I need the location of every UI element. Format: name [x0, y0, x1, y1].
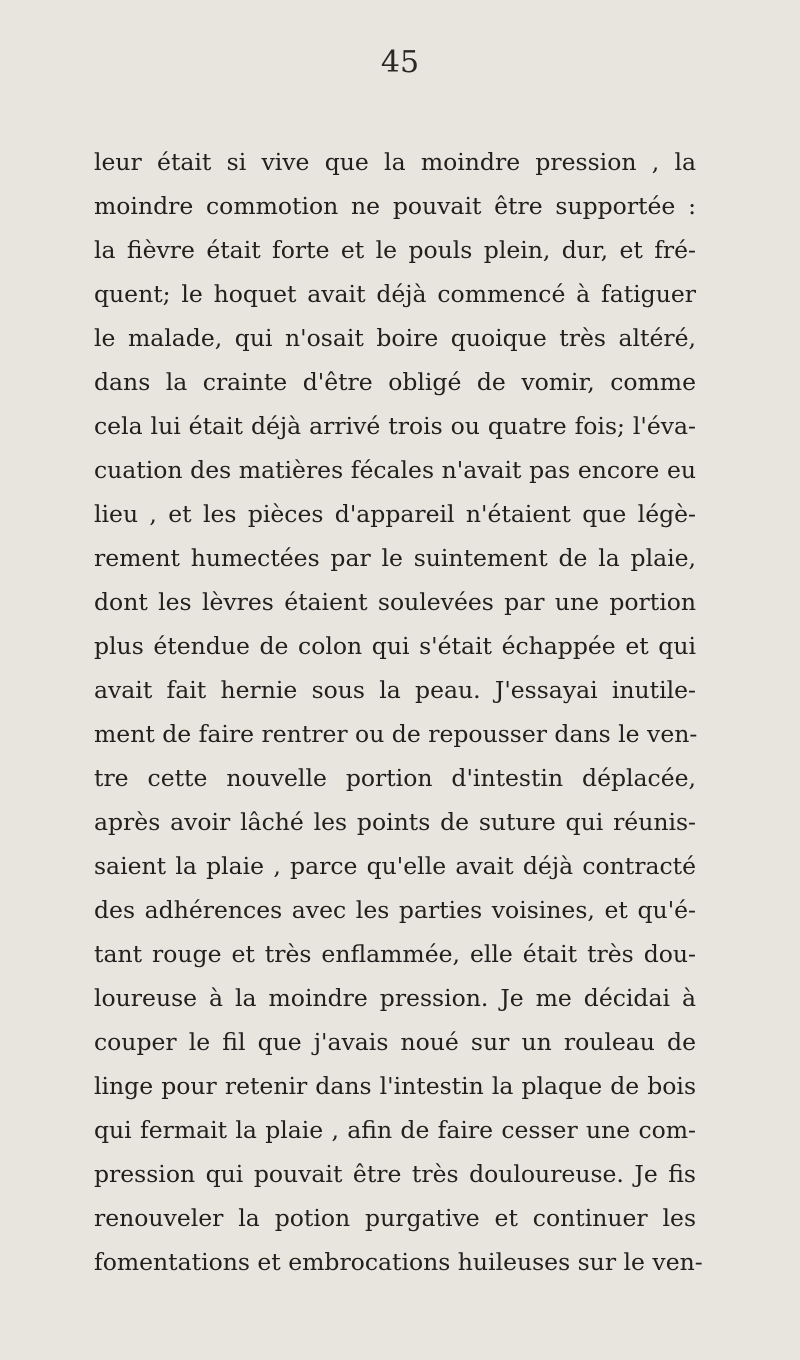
text-line: avait fait hernie sous la peau. J'essayai inutile- — [94, 676, 696, 704]
text-line: loureuse à la moindre pression. Je me décidai à — [94, 984, 696, 1012]
text-line: dont les lèvres étaient soulevées par une portion — [94, 588, 696, 616]
text-line: qui fermait la plaie , afin de faire cesser une com- — [94, 1116, 696, 1144]
text-line: couper le fil que j'avais noué sur un rouleau de — [94, 1028, 696, 1056]
text-line: quent; le hoquet avait déjà commencé à fatiguer — [94, 280, 696, 308]
text-line: le malade, qui n'osait boire quoique très altéré, — [94, 324, 696, 352]
text-line: la fièvre était forte et le pouls plein, dur, et fré- — [94, 236, 696, 264]
text-line: ment de faire rentrer ou de repousser dans le ven- — [94, 720, 698, 748]
text-line: cela lui était déjà arrivé trois ou quatre fois; l'éva- — [94, 412, 696, 440]
text-line: pression qui pouvait être très douloureuse. Je fis — [94, 1160, 696, 1188]
text-line: lieu , et les pièces d'appareil n'étaient que légè- — [94, 500, 696, 528]
text-line: fomentations et embrocations huileuses sur le ven- — [94, 1248, 703, 1276]
text-line: moindre commotion ne pouvait être supportée : — [94, 192, 696, 220]
text-line: renouveler la potion purgative et continuer les — [94, 1204, 696, 1232]
text-line: des adhérences avec les parties voisines, et qu'é- — [94, 896, 696, 924]
page-number: 45 — [380, 45, 420, 80]
text-line: cuation des matières fécales n'avait pas encore eu — [94, 456, 696, 484]
text-line: saient la plaie , parce qu'elle avait déjà contracté — [94, 852, 696, 880]
body-text — [94, 140, 703, 1284]
text-line: rement humectées par le suintement de la plaie, — [94, 544, 696, 572]
text-line: plus étendue de colon qui s'était échappée et qui — [94, 632, 696, 660]
text-line: linge pour retenir dans l'intestin la plaque de bois — [94, 1072, 696, 1100]
text-line: leur était si vive que la moindre pression , la — [94, 148, 696, 176]
text-line: dans la crainte d'être obligé de vomir, comme — [94, 368, 696, 396]
text-line: après avoir lâché les points de suture qui réunis- — [94, 808, 696, 836]
text-line: tre cette nouvelle portion d'intestin déplacée, — [94, 764, 696, 792]
text-line: tant rouge et très enflammée, elle était très dou- — [94, 940, 696, 968]
